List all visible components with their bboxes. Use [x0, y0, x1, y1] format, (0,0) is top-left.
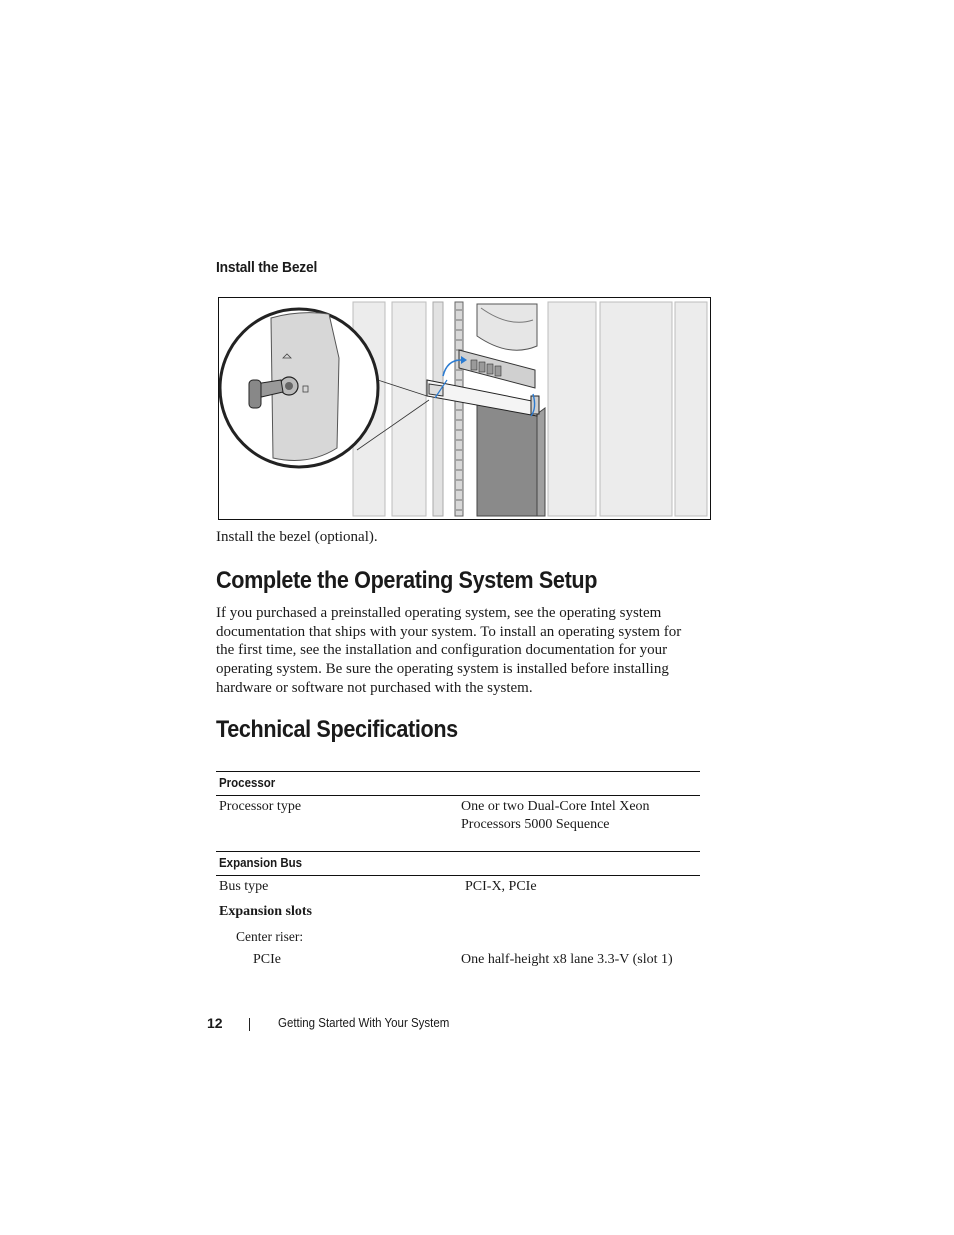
- expansion-bus-section-label: Expansion Bus: [219, 856, 303, 870]
- expansion-bus-section-header: [216, 851, 700, 876]
- footer-divider: [249, 1018, 250, 1031]
- processor-section-label: Processor: [219, 776, 276, 790]
- os-setup-line: hardware or software not purchased with the system.: [216, 679, 533, 696]
- footer-title: Getting Started With Your System: [278, 1016, 450, 1030]
- tech-specs-heading: Technical Specifications: [216, 716, 458, 743]
- processor-type-value-line2: Processors 5000 Sequence: [461, 817, 610, 832]
- os-setup-line: operating system. Be sure the operating system is installed before installing: [216, 661, 669, 678]
- os-setup-line: the first time, see the installation and configuration documentation for your: [216, 642, 668, 659]
- processor-type-value-line1: One or two Dual-Core Intel Xeon: [461, 799, 650, 814]
- processor-type-label: Processor type: [219, 799, 302, 814]
- expansion-slots-label: Expansion slots: [219, 904, 312, 919]
- bezel-installation-drawing: [219, 298, 710, 519]
- os-setup-line: documentation that ships with your system. To install an operating system for: [216, 623, 682, 640]
- bezel-caption: Install the bezel (optional).: [216, 529, 378, 545]
- bus-type-value: PCI-X, PCIe: [465, 879, 537, 894]
- os-setup-heading: Complete the Operating System Setup: [216, 567, 598, 594]
- page-number: 12: [207, 1015, 223, 1031]
- bezel-illustration: [218, 297, 711, 520]
- pcie-value: One half-height x8 lane 3.3-V (slot 1): [461, 952, 673, 967]
- bus-type-label: Bus type: [219, 879, 269, 894]
- os-setup-paragraph: [216, 604, 716, 698]
- os-setup-line: If you purchased a preinstalled operating system, see the operating system: [216, 605, 662, 621]
- install-bezel-heading: Install the Bezel: [216, 259, 318, 276]
- processor-section-header: [216, 771, 700, 796]
- center-riser-label: Center riser:: [236, 929, 304, 944]
- pcie-label: PCIe: [253, 952, 281, 967]
